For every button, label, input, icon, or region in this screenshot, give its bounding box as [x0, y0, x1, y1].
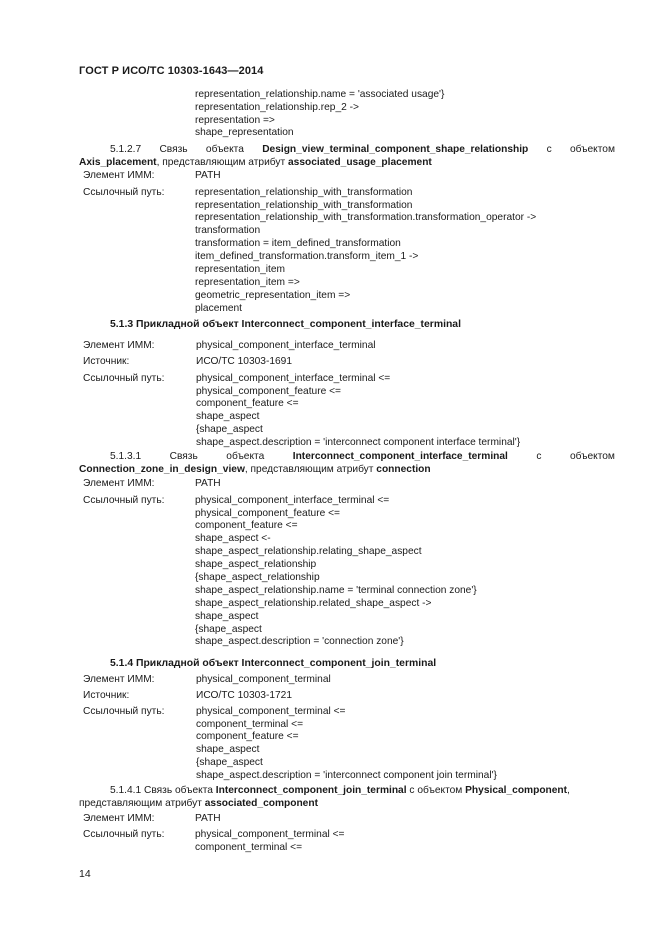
field-value: ИСО/ТС 10303-1721 — [196, 690, 293, 701]
field-value: physical_component_interface_terminal — [196, 340, 376, 351]
field-label: Источник: — [83, 356, 130, 367]
ref-path-line: shape_aspect <- — [195, 533, 271, 544]
ref-path-line: {shape_aspect_relationship — [195, 572, 320, 583]
ref-path-line: component_terminal <= — [196, 719, 304, 730]
clause-5-1-2-7: 5.1.2.7 Связь объекта Design_view_terminal_component_shape_relationship с объектом Axis_placement, представляющим атрибут associated_usage_placement — [79, 144, 615, 168]
field-label: Источник: — [83, 690, 130, 701]
field-label: Ссылочный путь: — [83, 373, 165, 384]
ref-path-line: shape_aspect_relationship.name = 'terminal connection zone'} — [195, 585, 477, 596]
field-value: PATH — [195, 813, 221, 824]
ref-path-line: transformation — [195, 225, 261, 236]
ref-path-line: physical_component_terminal <= — [196, 706, 346, 717]
entity-name: Design_view_terminal_component_shape_relationship — [262, 144, 529, 155]
ref-path-line: representation_relationship.rep_2 -> — [195, 102, 359, 113]
ref-path-line: physical_component_feature <= — [196, 386, 341, 397]
attribute-name: associated_component — [204, 797, 318, 809]
ref-path-line: physical_component_interface_terminal <= — [196, 373, 391, 384]
page-number: 14 — [79, 868, 91, 880]
field-value: PATH — [195, 478, 221, 489]
ref-path-line: geometric_representation_item => — [195, 290, 351, 301]
ref-path-line: physical_component_interface_terminal <= — [195, 495, 390, 506]
attribute-name: connection — [376, 463, 431, 475]
ref-path-line: shape_aspect.description = 'interconnect component join terminal'} — [196, 770, 497, 781]
ref-path-line: shape_aspect.description = 'interconnect component interface terminal'} — [196, 437, 521, 448]
ref-path-line: component_feature <= — [195, 520, 298, 531]
ref-path-line: {shape_aspect — [196, 424, 263, 435]
section-heading-5-1-3: 5.1.3 Прикладной объект Interconnect_component_interface_terminal — [110, 319, 461, 330]
ref-path-line: shape_aspect.description = 'connection zone'} — [195, 636, 404, 647]
ref-path-line: {shape_aspect — [195, 624, 262, 635]
field-label: Элемент ИММ: — [83, 674, 155, 685]
entity-name: Interconnect_component_interface_terminal — [292, 451, 508, 462]
field-value: PATH — [195, 170, 221, 181]
ref-path-line: {shape_aspect — [196, 757, 263, 768]
ref-path-line: component_feature <= — [196, 731, 299, 742]
ref-path-line: representation_relationship_with_transformation — [195, 200, 413, 211]
ref-path-line: shape_aspect_relationship.related_shape_aspect -> — [195, 598, 432, 609]
clause-number: 5.1.3.1 — [110, 451, 142, 462]
ref-path-line: representation_relationship_with_transformation.transformation_operator -> — [195, 212, 537, 223]
field-label: Ссылочный путь: — [83, 706, 165, 717]
ref-path-line: item_defined_transformation.transform_item_1 -> — [195, 251, 419, 262]
clause-number: 5.1.2.7 — [110, 144, 142, 155]
field-value: physical_component_terminal — [196, 674, 331, 685]
target-entity: Physical_component — [465, 785, 568, 796]
attribute-name: associated_usage_placement — [287, 156, 432, 168]
ref-path-line: physical_component_feature <= — [195, 508, 340, 519]
field-label: Ссылочный путь: — [83, 829, 165, 840]
field-label: Ссылочный путь: — [83, 495, 165, 506]
field-label: Ссылочный путь: — [83, 187, 165, 198]
ref-path-line: placement — [195, 303, 243, 314]
target-entity: Connection_zone_in_design_view — [79, 463, 245, 475]
entity-name: Interconnect_component_join_terminal — [215, 785, 407, 796]
section-heading-5-1-4: 5.1.4 Прикладной объект Interconnect_component_join_terminal — [110, 658, 437, 669]
field-label: Элемент ИММ: — [83, 170, 155, 181]
ref-path-line: shape_representation — [195, 127, 294, 138]
ref-path-line: representation => — [195, 115, 275, 126]
ref-path-line: shape_aspect — [195, 611, 259, 622]
document-header: ГОСТ Р ИСО/ТС 10303-1643—2014 — [79, 65, 264, 77]
ref-path-line: shape_aspect_relationship — [195, 559, 317, 570]
ref-path-line: shape_aspect_relationship.relating_shape_aspect — [195, 546, 422, 557]
field-value: ИСО/ТС 10303-1691 — [196, 356, 293, 367]
ref-path-line: component_feature <= — [196, 398, 299, 409]
field-label: Элемент ИММ: — [83, 478, 155, 489]
ref-path-line: shape_aspect — [196, 744, 260, 755]
ref-path-line: physical_component_terminal <= — [195, 829, 345, 840]
ref-path-line: representation_item — [195, 264, 286, 275]
clause-5-1-3-1: 5.1.3.1 Связь объекта Interconnect_component_interface_terminal с объектом Connection_zone_in_design_view, представляющим атрибут connection — [79, 451, 615, 475]
ref-path-line: component_terminal <= — [195, 842, 303, 853]
ref-path-line: shape_aspect — [196, 411, 260, 422]
clause-5-1-4-1: 5.1.4.1 Связь объекта Interconnect_component_join_terminal с объектом Physical_component, представляющим атрибут associated_component — [79, 785, 570, 809]
ref-path-line: representation_relationship.name = 'associated usage'} — [195, 89, 445, 100]
field-label: Элемент ИММ: — [83, 813, 155, 824]
ref-path-line: representation_item => — [195, 277, 300, 288]
ref-path-line: transformation = item_defined_transformation — [195, 238, 401, 249]
target-entity: Axis_placement — [79, 156, 157, 168]
field-label: Элемент ИММ: — [83, 340, 155, 351]
ref-path-line: representation_relationship_with_transformation — [195, 187, 413, 198]
